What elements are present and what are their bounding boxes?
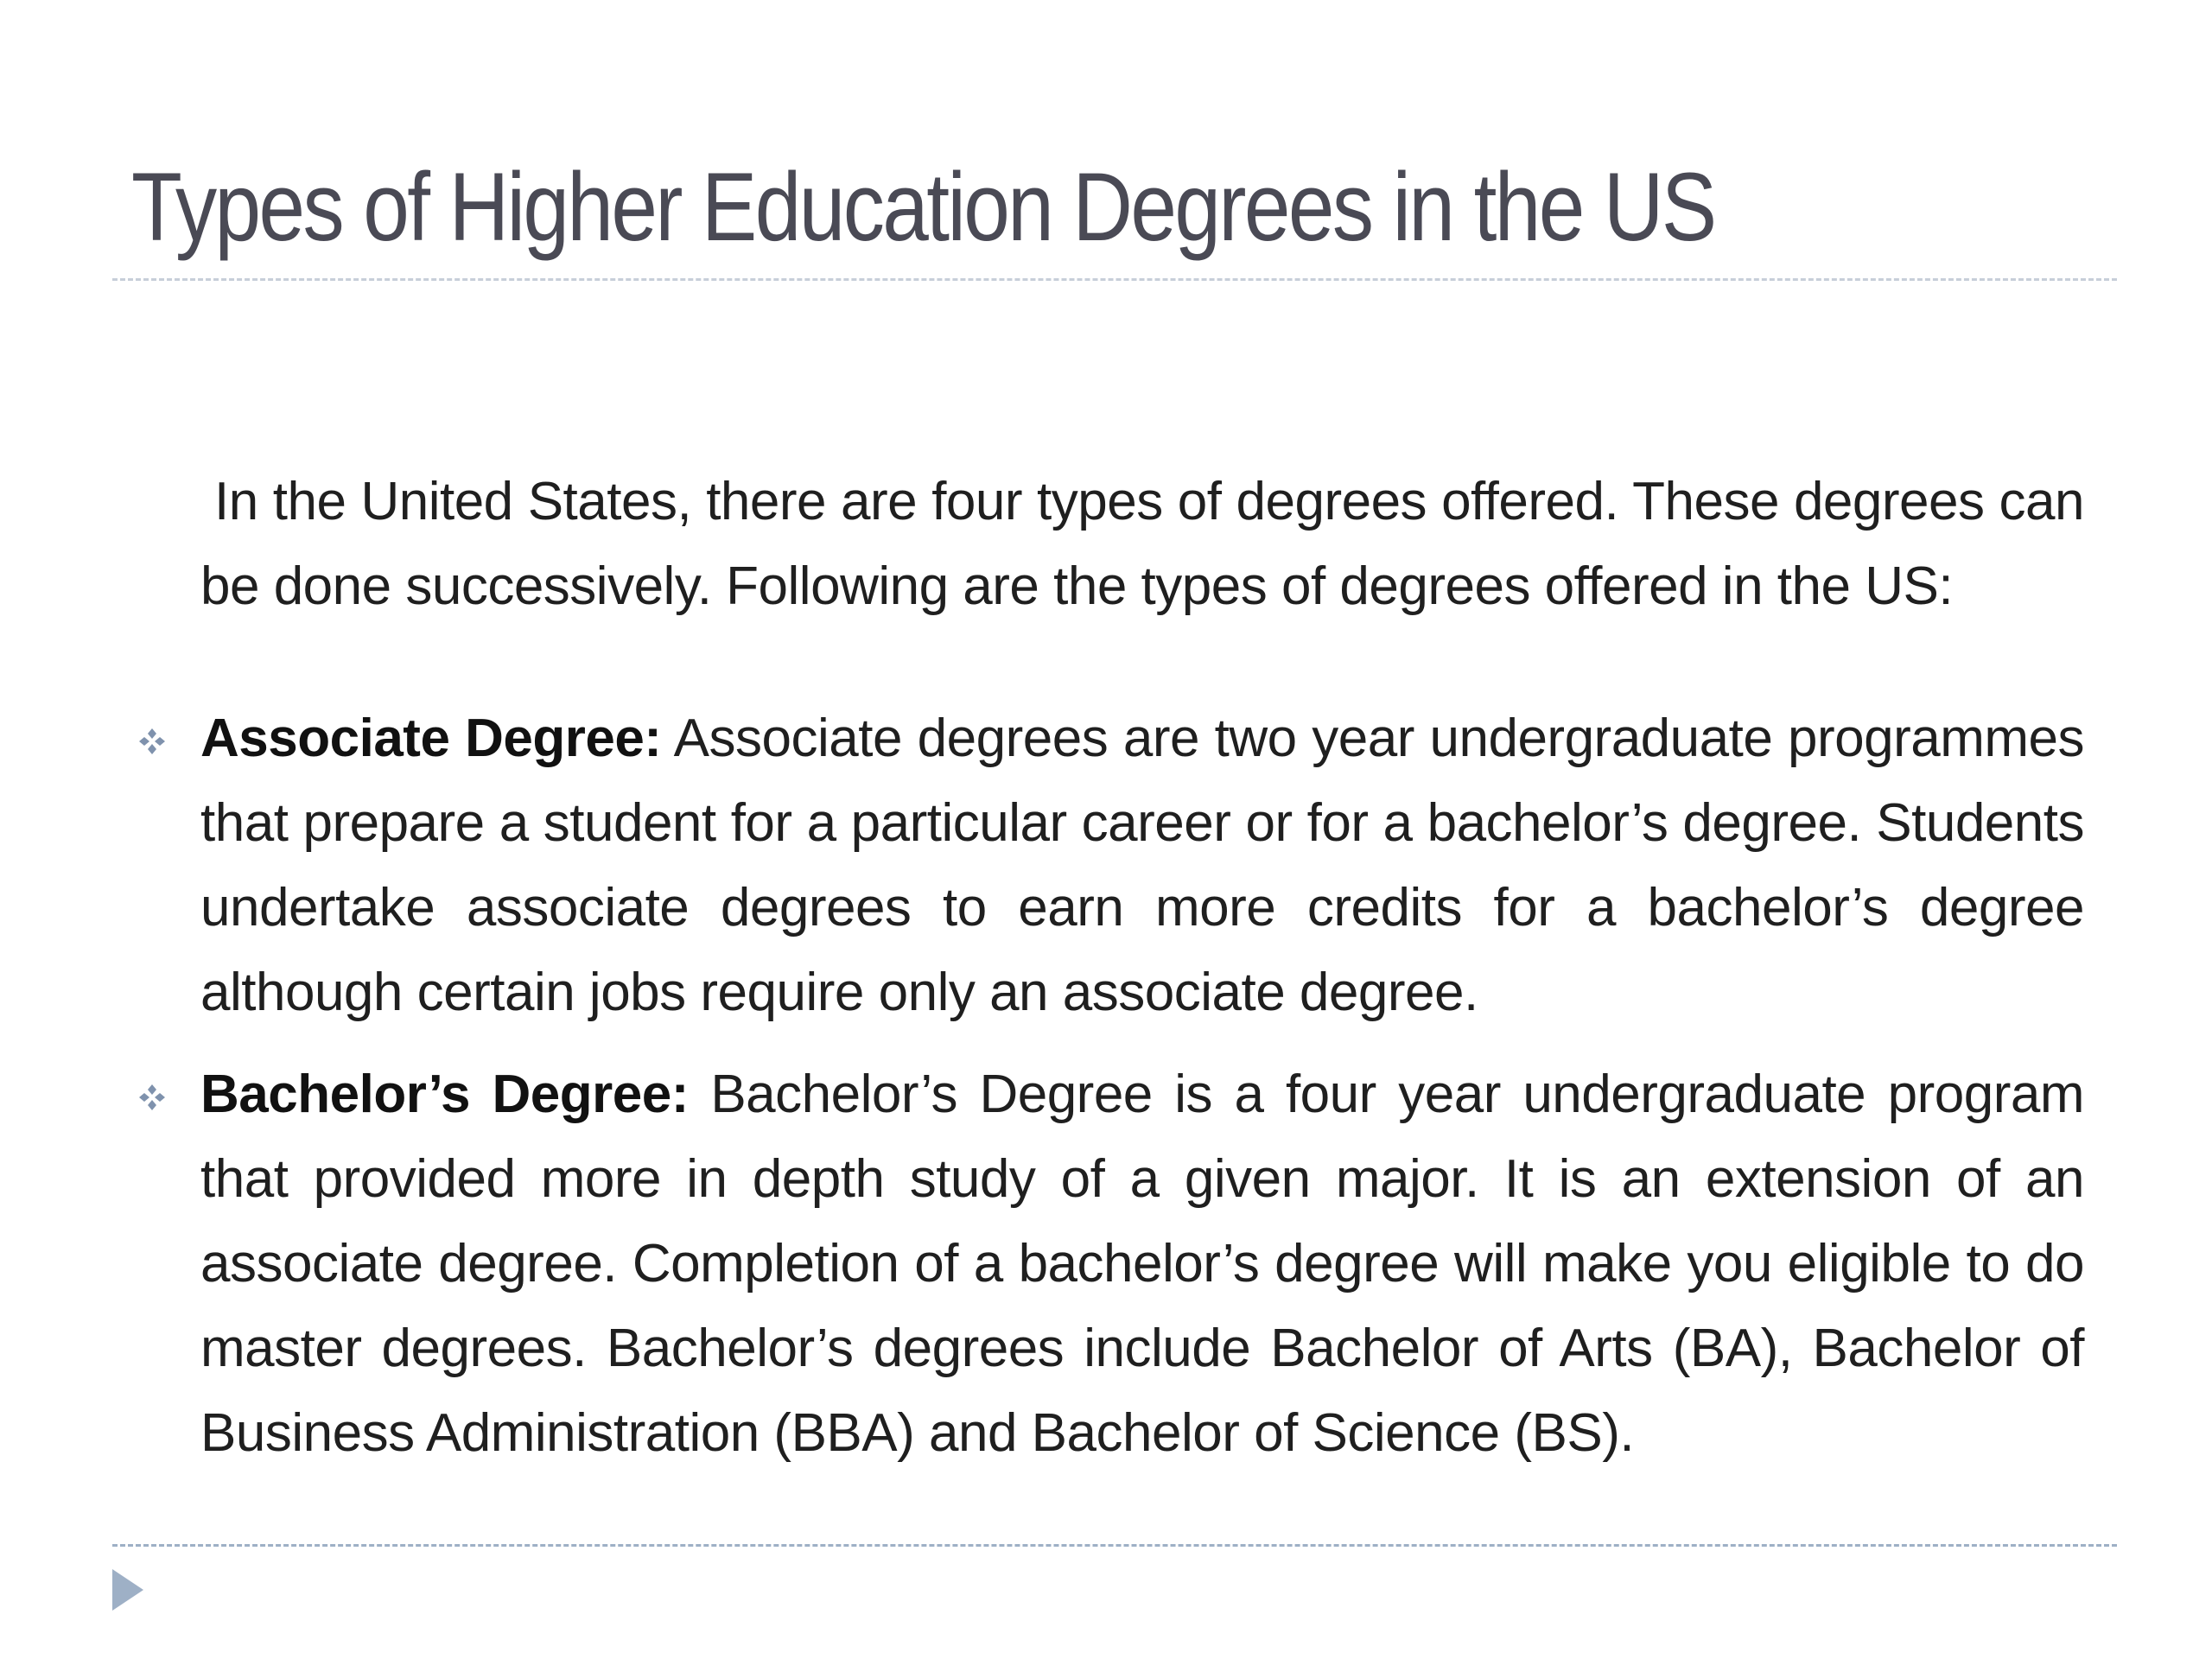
list-item-associate-degree [200,696,2084,1035]
degree-term: Bachelor’s Degree: [200,1065,689,1124]
degree-description: Bachelor’s Degree is a four year undergraduate program that provided more in depth study of a given major. It is an extension of an associate degree. Completion of a bachelor’s degree will make you eligible to do master degrees. Bachelor’s degrees include Bachelor of Arts (BA), Bachelor of Business Administration (BBA) and Bachelor of Science (BS). [200,1065,2084,1463]
degree-list [200,696,2084,1493]
four-diamond-bullet-icon [137,726,168,757]
degree-term: Associate Degree: [200,709,662,768]
degree-description: Associate degrees are two year undergraduate programmes that prepare a student for a particular career or for a bachelor’s degree. Students undertake associate degrees to earn more credits for a bachelor’s degree although certain jobs require only an associate degree. [200,709,2084,1022]
four-diamond-bullet-icon [137,1082,168,1113]
title-divider [112,278,2117,281]
list-item-bachelors-degree [200,1052,2084,1476]
footer-divider [112,1544,2117,1547]
slide-title: Types of Higher Education Degrees in the US [131,153,1715,261]
play-triangle-icon[interactable] [111,1567,145,1612]
intro-paragraph: In the United States, there are four types of degrees offered. These degrees can be done successively. Following are the types of degrees offered in the US: [200,472,2084,616]
